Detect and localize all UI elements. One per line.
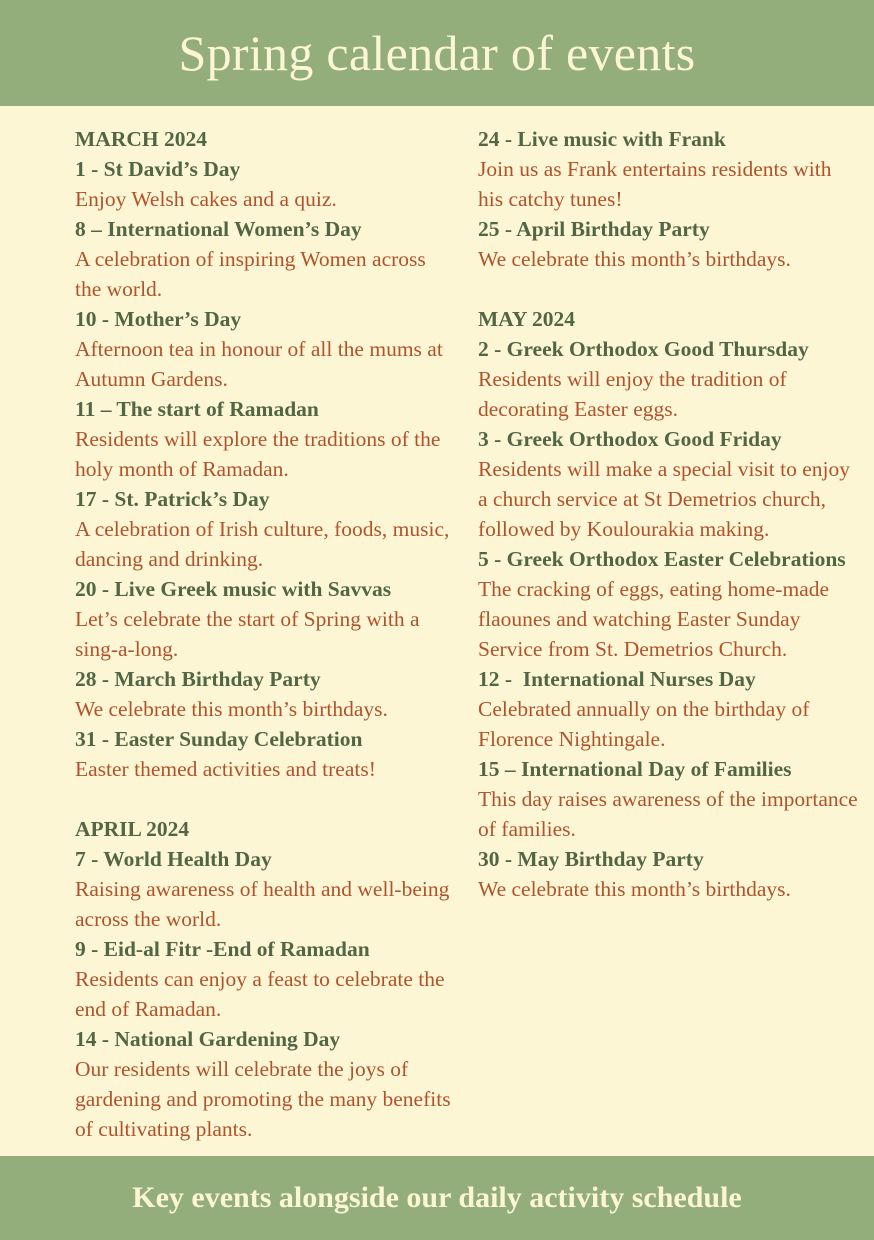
event-description: Residents will enjoy the tradition of decorating Easter eggs.	[478, 367, 787, 421]
event-description: Celebrated annually on the birthday of Florence Nightingale.	[478, 697, 810, 751]
footer-banner	[0, 1156, 874, 1240]
event-title: 11 – The start of Ramadan	[75, 397, 319, 421]
right-column	[478, 124, 858, 904]
event-title: 10 - Mother’s Day	[75, 307, 242, 331]
event-description: The cracking of eggs, eating home-made flaounes and watching Easter Sunday Service from St. Demetrios Church.	[478, 577, 830, 661]
event-title: 2 - Greek Orthodox Good Thursday	[478, 337, 809, 361]
event-title: 9 - Eid-al Fitr -End of Ramadan	[75, 937, 370, 961]
event-title: 20 - Live Greek music with Savvas	[75, 577, 392, 601]
event-title: 8 – International Women’s Day	[75, 217, 362, 241]
event-title: 25 - April Birthday Party	[478, 217, 710, 241]
event-description: We celebrate this month’s birthdays.	[75, 697, 388, 721]
month-heading-april: APRIL 2024	[75, 817, 190, 841]
header-banner	[0, 0, 874, 106]
month-heading-march: MARCH 2024	[75, 127, 207, 151]
event-title: 7 - World Health Day	[75, 847, 272, 871]
footer-text: Key events alongside our daily activity schedule	[132, 1181, 742, 1214]
event-title: 24 - Live music with Frank	[478, 127, 726, 151]
event-title: 31 - Easter Sunday Celebration	[75, 727, 363, 751]
event-title: 17 - St. Patrick’s Day	[75, 487, 270, 511]
event-title: 5 - Greek Orthodox Easter Celebrations	[478, 547, 846, 571]
page-title: Spring calendar of events	[178, 25, 696, 81]
event-description: Residents will explore the traditions of the holy month of Ramadan.	[75, 427, 441, 481]
event-title: 12 - International Nurses Day	[478, 667, 756, 691]
event-description: Raising awareness of health and well-being across the world.	[75, 877, 450, 931]
event-title: 3 - Greek Orthodox Good Friday	[478, 427, 782, 451]
event-description: Enjoy Welsh cakes and a quiz.	[75, 187, 337, 211]
event-title: 30 - May Birthday Party	[478, 847, 704, 871]
event-description: We celebrate this month’s birthdays.	[478, 247, 791, 271]
event-description: Our residents will celebrate the joys of gardening and promoting the many benefits of cultivating plants.	[75, 1057, 451, 1141]
event-description: We celebrate this month’s birthdays.	[478, 877, 791, 901]
event-title: 14 - National Gardening Day	[75, 1027, 341, 1051]
event-description: Easter themed activities and treats!	[75, 757, 376, 781]
event-description: Join us as Frank entertains residents with his catchy tunes!	[478, 157, 832, 211]
event-description: Let’s celebrate the start of Spring with a sing-a-long.	[75, 607, 420, 661]
event-title: 1 - St David’s Day	[75, 157, 241, 181]
event-description: This day raises awareness of the importance of families.	[478, 787, 858, 841]
left-column	[75, 124, 455, 1144]
event-description: Residents can enjoy a feast to celebrate the end of Ramadan.	[75, 967, 445, 1021]
event-title: 28 - March Birthday Party	[75, 667, 321, 691]
event-title: 15 – International Day of Families	[478, 757, 792, 781]
event-description: A celebration of inspiring Women across the world.	[75, 247, 426, 301]
event-description: A celebration of Irish culture, foods, music, dancing and drinking.	[75, 517, 450, 571]
event-description: Residents will make a special visit to enjoy a church service at St Demetrios church, followed by Koulourakia making.	[478, 457, 850, 541]
month-heading-may: MAY 2024	[478, 307, 575, 331]
event-description: Afternoon tea in honour of all the mums at Autumn Gardens.	[75, 337, 443, 391]
